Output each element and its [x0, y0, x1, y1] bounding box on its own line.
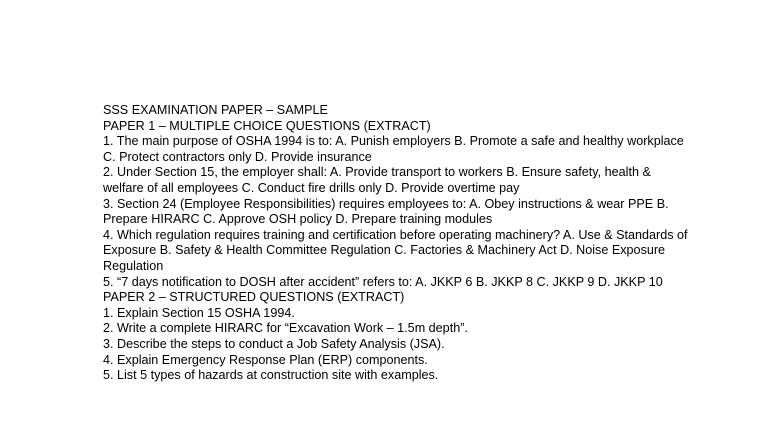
paper1-question-4: 4. Which regulation requires training and certification before operating machinery? A. Use & Standards of Exposure B. Safety & Health Committee Regulation C. Factories & Machinery Act D. Noise Exposure Regulation	[103, 227, 688, 273]
exam-paper-document	[103, 103, 693, 384]
paper1-question-2: 2. Under Section 15, the employer shall: A. Provide transport to workers B. Ensure safety, health & welfare of all employees C. Conduct fire drills only D. Provide overtime pay	[103, 165, 651, 195]
paper2-question-1: 1. Explain Section 15 OSHA 1994.	[103, 305, 295, 320]
paper1-question-3: 3. Section 24 (Employee Responsibilities) requires employees to: A. Obey instructions & wear PPE B. Prepare HIRARC C. Approve OSH policy D. Prepare training modules	[103, 196, 669, 227]
paper1-heading: PAPER 1 – MULTIPLE CHOICE QUESTIONS (EXTRACT)	[103, 118, 431, 133]
paper2-question-3: 3. Describe the steps to conduct a Job Safety Analysis (JSA).	[103, 336, 445, 351]
paper1-question-1: 1. The main purpose of OSHA 1994 is to: A. Punish employers B. Promote a safe and healthy workplace C. Protect contractors only D. Provide insurance	[103, 134, 684, 164]
document-title: SSS EXAMINATION PAPER – SAMPLE	[103, 103, 328, 117]
paper2-heading: PAPER 2 – STRUCTURED QUESTIONS (EXTRACT)	[103, 290, 405, 305]
paper1-question-5: 5. “7 days notification to DOSH after accident” refers to: A. JKKP 6 B. JKKP 8 C. JKKP 9 D. JKKP 10	[103, 274, 663, 289]
paper2-question-2: 2. Write a complete HIRARC for “Excavation Work – 1.5m depth”.	[103, 321, 468, 336]
paper2-question-5: 5. List 5 types of hazards at construction site with examples.	[103, 368, 439, 383]
paper2-question-4: 4. Explain Emergency Response Plan (ERP) components.	[103, 352, 428, 367]
